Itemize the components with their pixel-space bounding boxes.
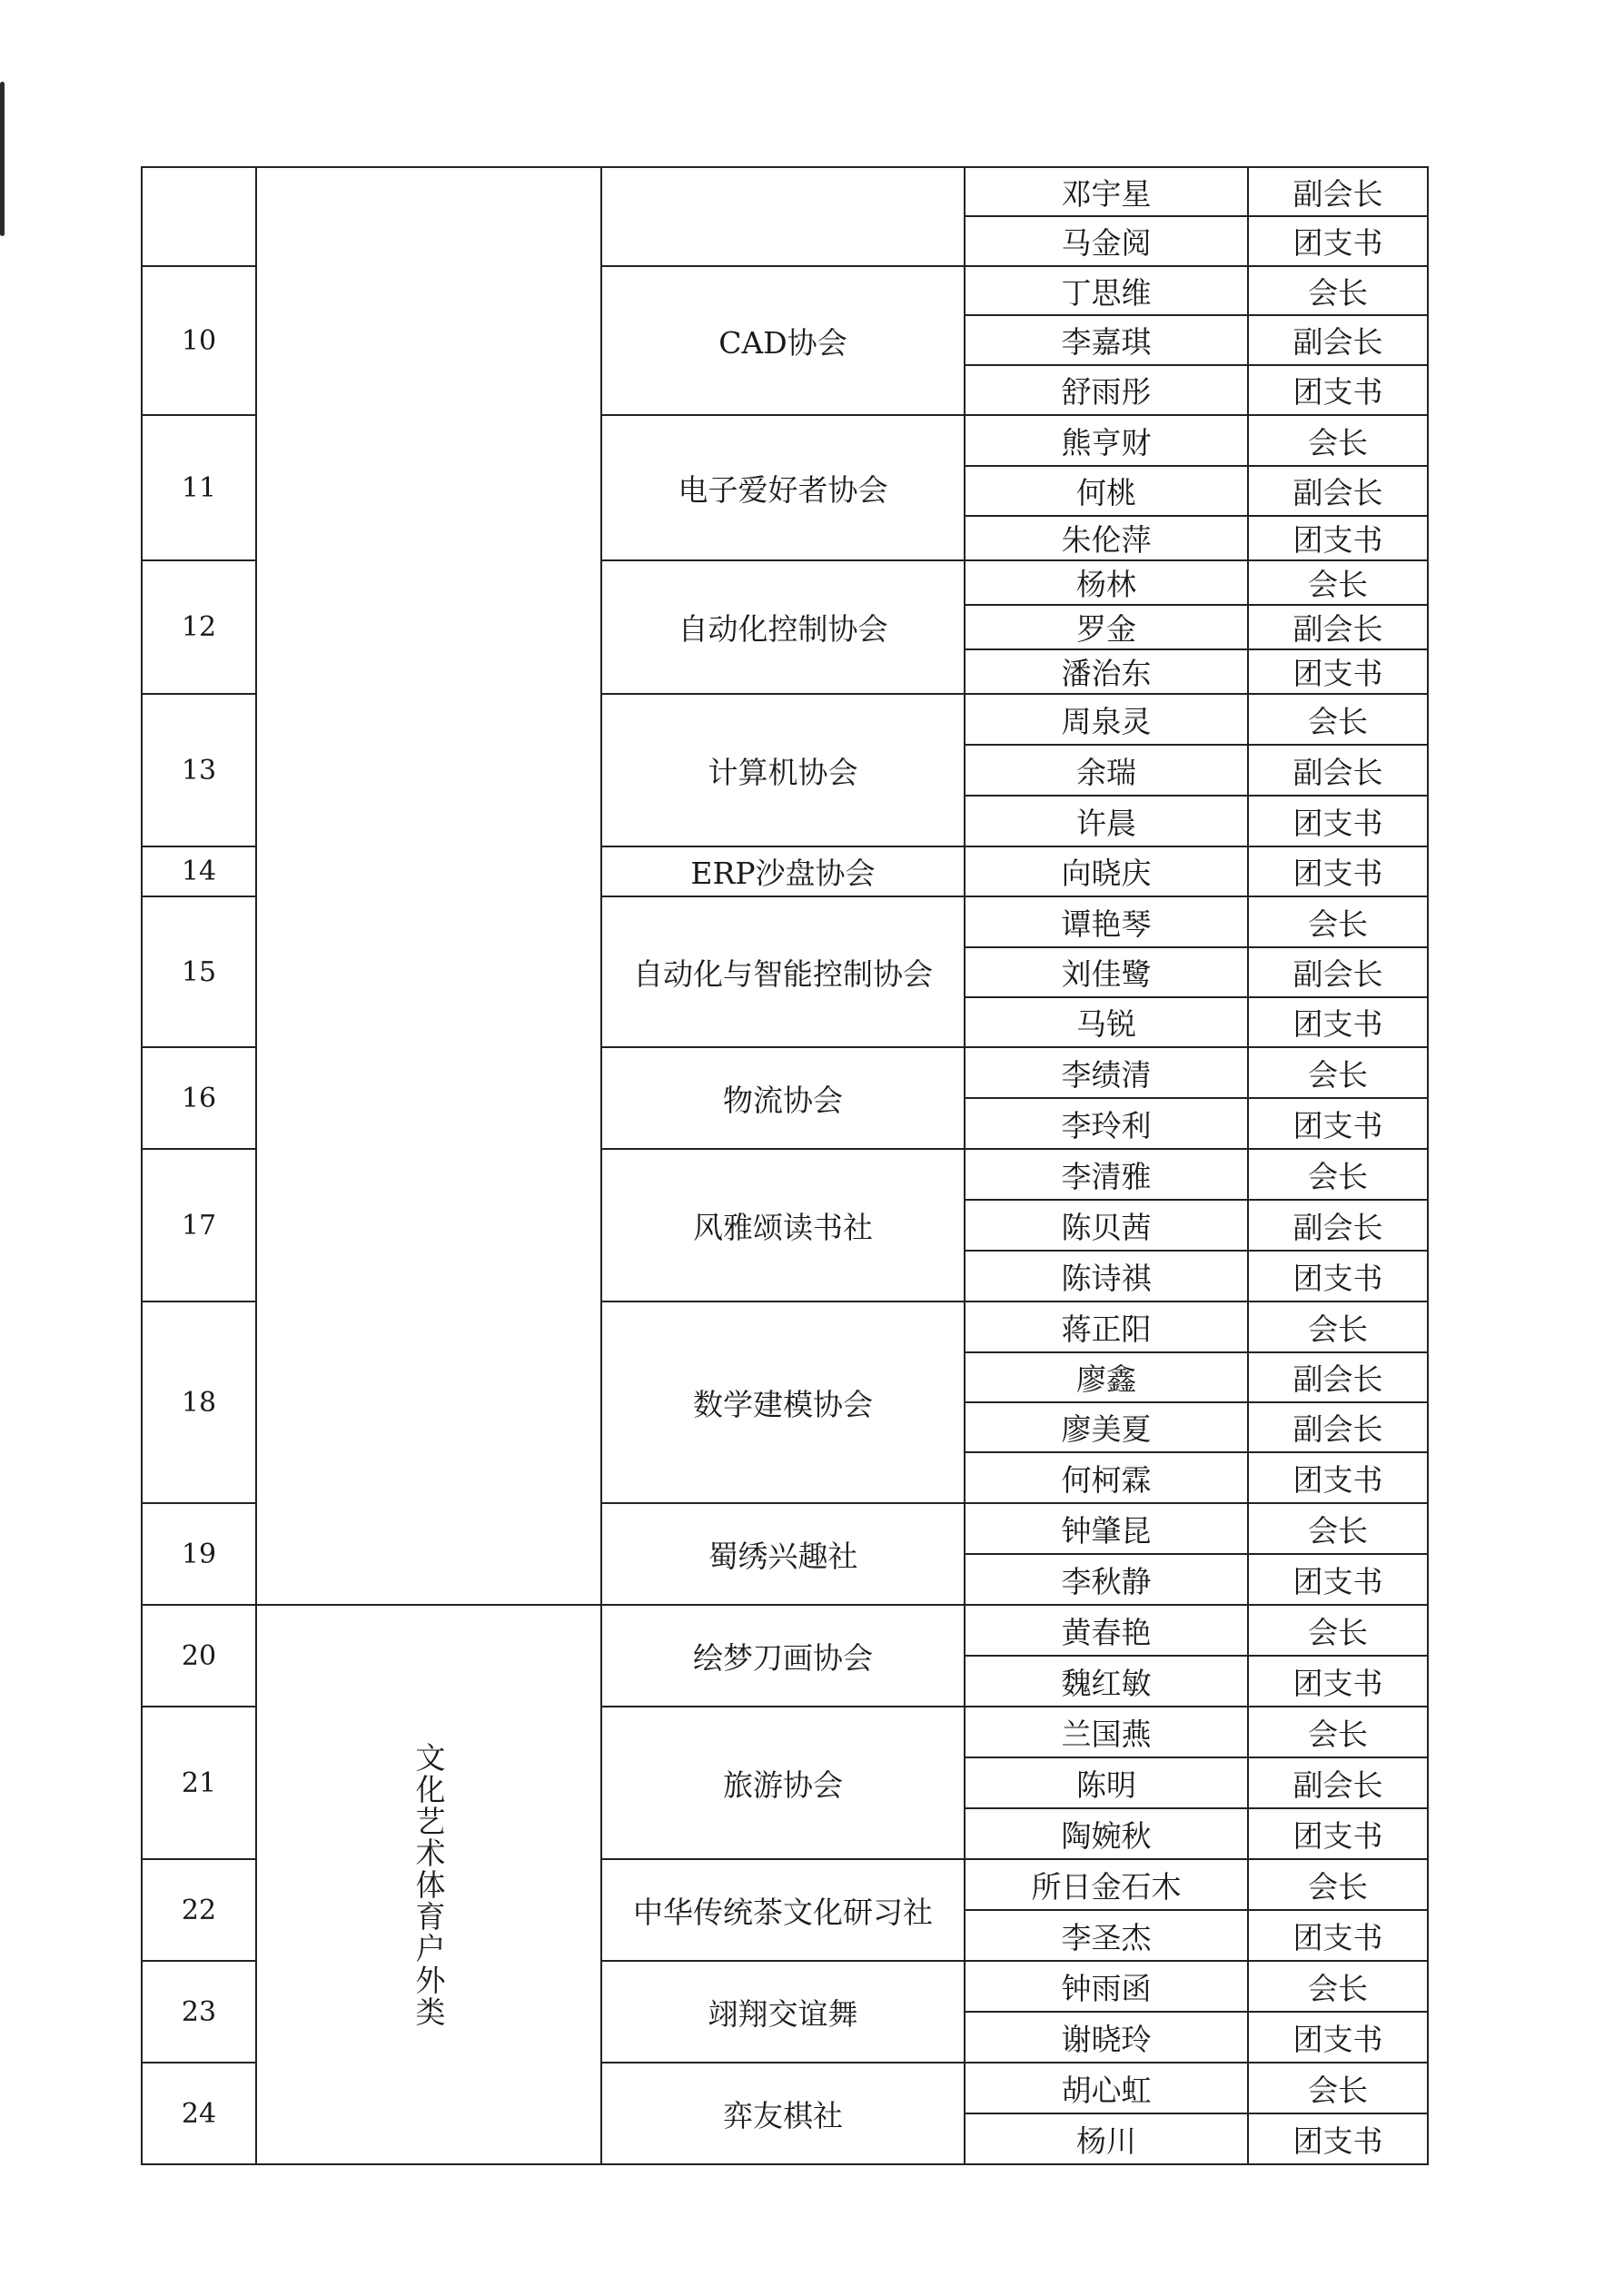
club-name-cell: ERP沙盘协会 <box>601 846 965 896</box>
member-name-cell: 钟肇昆 <box>965 1503 1248 1554</box>
member-role-cell: 团支书 <box>1248 1251 1428 1301</box>
member-name-cell: 所日金石木 <box>965 1859 1248 1910</box>
member-name-cell: 李玲利 <box>965 1098 1248 1149</box>
member-name-cell: 邓宇星 <box>965 167 1248 216</box>
member-role-cell: 团支书 <box>1248 216 1428 266</box>
member-name-cell: 谢晓玲 <box>965 2012 1248 2063</box>
member-role-cell: 会长 <box>1248 1047 1428 1098</box>
club-number-cell: 10 <box>142 266 256 415</box>
member-name-cell: 蒋正阳 <box>965 1301 1248 1352</box>
member-name-cell: 丁思维 <box>965 266 1248 315</box>
club-number-cell: 18 <box>142 1301 256 1503</box>
club-name-cell: CAD协会 <box>601 266 965 415</box>
club-number-cell: 14 <box>142 846 256 896</box>
club-name-cell: 自动化与智能控制协会 <box>601 896 965 1047</box>
club-name-cell: 数学建模协会 <box>601 1301 965 1503</box>
member-name-cell: 舒雨彤 <box>965 365 1248 415</box>
club-number-cell <box>142 167 256 266</box>
club-number-cell: 24 <box>142 2063 256 2164</box>
member-role-cell: 会长 <box>1248 1859 1428 1910</box>
member-name-cell: 余瑞 <box>965 745 1248 796</box>
club-number-cell: 15 <box>142 896 256 1047</box>
member-role-cell: 会长 <box>1248 1149 1428 1200</box>
member-name-cell: 廖鑫 <box>965 1352 1248 1402</box>
member-name-cell: 胡心虹 <box>965 2063 1248 2113</box>
member-name-cell: 潘治东 <box>965 649 1248 694</box>
club-name-cell: 计算机协会 <box>601 694 965 846</box>
member-role-cell: 团支书 <box>1248 2012 1428 2063</box>
scan-edge-mark <box>0 82 5 236</box>
table-row <box>142 167 1428 216</box>
club-name-cell: 自动化控制协会 <box>601 560 965 694</box>
member-name-cell: 陈明 <box>965 1757 1248 1808</box>
member-role-cell: 副会长 <box>1248 605 1428 649</box>
member-name-cell: 向晓庆 <box>965 846 1248 896</box>
member-role-cell: 团支书 <box>1248 1656 1428 1707</box>
member-role-cell: 副会长 <box>1248 1757 1428 1808</box>
member-name-cell: 谭艳琴 <box>965 896 1248 947</box>
member-role-cell: 会长 <box>1248 1961 1428 2012</box>
member-name-cell: 罗金 <box>965 605 1248 649</box>
table-row <box>142 1605 1428 1656</box>
member-role-cell: 会长 <box>1248 560 1428 605</box>
member-name-cell: 何桃 <box>965 466 1248 516</box>
club-name-cell: 电子爱好者协会 <box>601 415 965 560</box>
member-name-cell: 马金阅 <box>965 216 1248 266</box>
member-role-cell: 会长 <box>1248 266 1428 315</box>
club-number-cell: 23 <box>142 1961 256 2063</box>
member-name-cell: 陶婉秋 <box>965 1808 1248 1859</box>
member-name-cell: 兰国燕 <box>965 1707 1248 1757</box>
member-role-cell: 副会长 <box>1248 947 1428 997</box>
member-role-cell: 副会长 <box>1248 167 1428 216</box>
member-role-cell: 副会长 <box>1248 745 1428 796</box>
table-body <box>142 167 1428 2164</box>
member-name-cell: 李清雅 <box>965 1149 1248 1200</box>
member-role-cell: 副会长 <box>1248 466 1428 516</box>
member-role-cell: 团支书 <box>1248 1098 1428 1149</box>
member-name-cell: 陈诗祺 <box>965 1251 1248 1301</box>
club-number-cell: 12 <box>142 560 256 694</box>
member-role-cell: 会长 <box>1248 1503 1428 1554</box>
club-number-cell: 16 <box>142 1047 256 1149</box>
club-name-cell: 旅游协会 <box>601 1707 965 1859</box>
member-name-cell: 魏红敏 <box>965 1656 1248 1707</box>
category-cell: 文化艺术体育户外类 <box>256 1605 601 2164</box>
member-role-cell: 团支书 <box>1248 1910 1428 1961</box>
member-role-cell: 团支书 <box>1248 649 1428 694</box>
member-name-cell: 许晨 <box>965 796 1248 846</box>
club-number-cell: 22 <box>142 1859 256 1961</box>
member-name-cell: 刘佳鹭 <box>965 947 1248 997</box>
member-role-cell: 团支书 <box>1248 516 1428 560</box>
club-number-cell: 20 <box>142 1605 256 1707</box>
member-role-cell: 副会长 <box>1248 315 1428 365</box>
member-role-cell: 团支书 <box>1248 796 1428 846</box>
member-role-cell: 团支书 <box>1248 1554 1428 1605</box>
member-role-cell: 团支书 <box>1248 846 1428 896</box>
member-name-cell: 廖美夏 <box>965 1402 1248 1452</box>
member-name-cell: 黄春艳 <box>965 1605 1248 1656</box>
club-name-cell: 弈友棋社 <box>601 2063 965 2164</box>
member-name-cell: 钟雨函 <box>965 1961 1248 2012</box>
member-name-cell: 杨林 <box>965 560 1248 605</box>
category-cell <box>256 167 601 1605</box>
member-role-cell: 副会长 <box>1248 1352 1428 1402</box>
member-role-cell: 副会长 <box>1248 1200 1428 1251</box>
club-name-cell: 翊翔交谊舞 <box>601 1961 965 2063</box>
member-role-cell: 会长 <box>1248 2063 1428 2113</box>
member-role-cell: 团支书 <box>1248 997 1428 1047</box>
member-name-cell: 李圣杰 <box>965 1910 1248 1961</box>
club-name-cell <box>601 167 965 266</box>
member-name-cell: 朱伦萍 <box>965 516 1248 560</box>
club-name-cell: 物流协会 <box>601 1047 965 1149</box>
member-name-cell: 李绩清 <box>965 1047 1248 1098</box>
member-role-cell: 会长 <box>1248 896 1428 947</box>
member-role-cell: 副会长 <box>1248 1402 1428 1452</box>
club-name-cell: 中华传统茶文化研习社 <box>601 1859 965 1961</box>
member-name-cell: 周泉灵 <box>965 694 1248 745</box>
member-role-cell: 团支书 <box>1248 1808 1428 1859</box>
club-name-cell: 蜀绣兴趣社 <box>601 1503 965 1605</box>
member-role-cell: 会长 <box>1248 1605 1428 1656</box>
club-number-cell: 17 <box>142 1149 256 1301</box>
club-number-cell: 19 <box>142 1503 256 1605</box>
member-role-cell: 团支书 <box>1248 2113 1428 2164</box>
member-role-cell: 会长 <box>1248 694 1428 745</box>
member-role-cell: 团支书 <box>1248 365 1428 415</box>
club-name-cell: 风雅颂读书社 <box>601 1149 965 1301</box>
member-name-cell: 何柯霖 <box>965 1452 1248 1503</box>
club-officer-table <box>141 166 1429 2165</box>
member-role-cell: 会长 <box>1248 415 1428 466</box>
member-name-cell: 熊亨财 <box>965 415 1248 466</box>
member-role-cell: 团支书 <box>1248 1452 1428 1503</box>
member-name-cell: 陈贝茜 <box>965 1200 1248 1251</box>
club-number-cell: 13 <box>142 694 256 846</box>
member-name-cell: 马锐 <box>965 997 1248 1047</box>
club-number-cell: 21 <box>142 1707 256 1859</box>
member-name-cell: 杨川 <box>965 2113 1248 2164</box>
member-name-cell: 李秋静 <box>965 1554 1248 1605</box>
club-name-cell: 绘梦刀画协会 <box>601 1605 965 1707</box>
member-role-cell: 会长 <box>1248 1301 1428 1352</box>
member-role-cell: 会长 <box>1248 1707 1428 1757</box>
member-name-cell: 李嘉琪 <box>965 315 1248 365</box>
club-number-cell: 11 <box>142 415 256 560</box>
